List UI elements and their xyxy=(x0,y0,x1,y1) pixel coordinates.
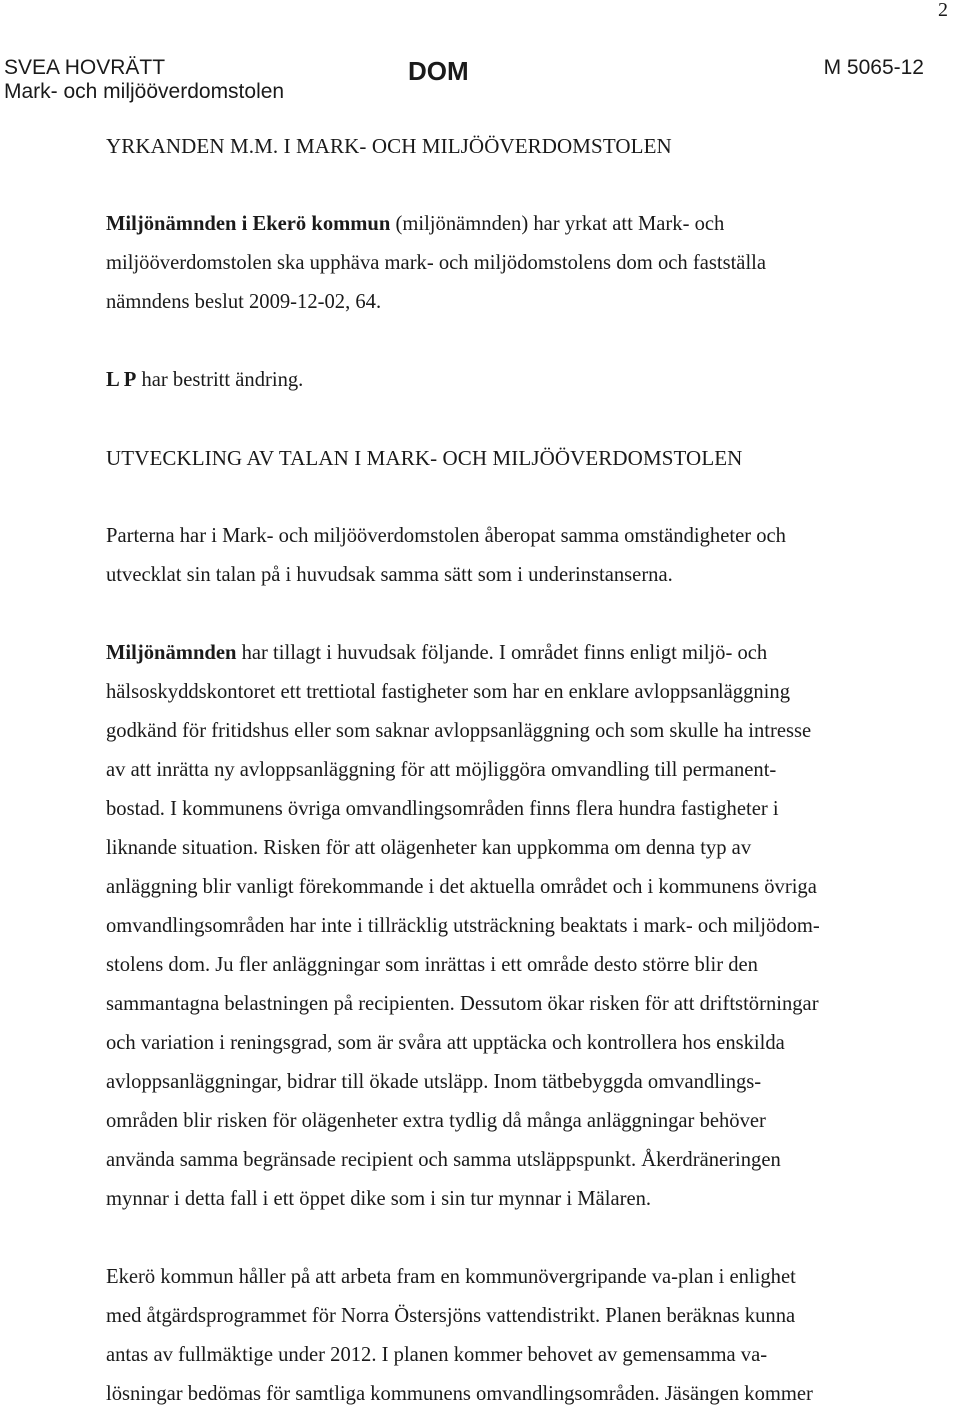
claim-paragraph-opponent xyxy=(106,361,906,400)
page-number: 2 xyxy=(938,0,948,21)
party-name: Miljönämnden i Ekerö kommun xyxy=(106,213,391,235)
text-span: (miljönämnden) har yrkat att Mark- och xyxy=(390,213,725,235)
text-line: sammantagna belastningen på recipienten. Dessutom ökar risken för att driftstörningar xyxy=(106,993,819,1015)
text-line xyxy=(106,205,906,244)
text-line: godkänd för fritidshus eller som saknar avloppsanläggning och som skulle ha intresse xyxy=(106,720,812,742)
text-line: mynnar i detta fall i ett öppet dike som i sin tur mynnar i Mälaren. xyxy=(106,1188,652,1210)
text-line: Parterna har i Mark- och miljööverdomstolen åberopat samma omständigheter och xyxy=(106,525,786,547)
text-line: av att inrätta ny avloppsanläggning för att möjliggöra omvandling till permanent- xyxy=(106,759,777,781)
text-line: liknande situation. Risken för att olägenheter kan uppkomma om denna typ av xyxy=(106,837,752,859)
party-name: L P xyxy=(106,369,137,391)
text-line: utvecklat sin talan på i huvudsak samma sätt som i underinstanserna. xyxy=(106,564,673,586)
municipality-paragraph xyxy=(106,1258,906,1414)
development-heading: UTVECKLING AV TALAN I MARK- OCH MILJÖÖVERDOMSTOLEN xyxy=(106,446,743,470)
text-line: antas av fullmäktige under 2012. I planen kommer behovet av gemensamma va- xyxy=(106,1344,768,1366)
text-line: miljööverdomstolen ska upphäva mark- och miljödomstolens dom och fastställa xyxy=(106,252,767,274)
text-line xyxy=(106,634,906,673)
board-statement-paragraph xyxy=(106,634,906,1219)
text-line: områden blir risken för olägenheter extra tydlig då många anläggningar behöver xyxy=(106,1110,766,1132)
court-name: SVEA HOVRÄTT xyxy=(4,56,166,79)
text-line: nämndens beslut 2009-12-02, 64. xyxy=(106,291,382,313)
claim-paragraph-board xyxy=(106,205,906,322)
text-line: stolens dom. Ju fler anläggningar som inrättas i ett område desto större blir den xyxy=(106,954,758,976)
court-department: Mark- och miljööverdomstolen xyxy=(4,80,285,103)
text-line: Ekerö kommun håller på att arbeta fram en kommunövergripande va-plan i enlighet xyxy=(106,1266,796,1288)
text-line: bostad. I kommunens övriga omvandlingsområden finns flera hundra fastigheter i xyxy=(106,798,779,820)
document-type: DOM xyxy=(408,56,469,86)
text-line: använda samma begränsade recipient och samma utsläppspunkt. Åkerdräneringen xyxy=(106,1149,781,1171)
text-line: lösningar bedömas för samtliga kommunens omvandlingsområden. Jäsängen kommer xyxy=(106,1383,813,1405)
text-line: och variation i reningsgrad, som är svåra att upptäcka och kontrollera hos enskilda xyxy=(106,1032,785,1054)
party-name: Miljönämnden xyxy=(106,642,237,664)
claims-heading: YRKANDEN M.M. I MARK- OCH MILJÖÖVERDOMSTOLEN xyxy=(106,134,672,158)
text-span: har tillagt i huvudsak följande. I området finns enligt miljö- och xyxy=(236,642,768,664)
development-paragraph xyxy=(106,517,906,595)
text-line: omvandlingsområden har inte i tillräcklig utsträckning beaktats i mark- och miljödom- xyxy=(106,915,820,937)
text-line: avloppsanläggningar, bidrar till ökade utsläpp. Inom tätbebyggda omvandlings- xyxy=(106,1071,762,1093)
document-header xyxy=(4,56,924,106)
text-span: har bestritt ändring. xyxy=(136,369,304,391)
text-line: med åtgärdsprogrammet för Norra Östersjöns vattendistrikt. Planen beräknas kunna xyxy=(106,1305,796,1327)
text-line: hälsoskyddskontoret ett trettiotal fastigheter som har en enklare avloppsanläggning xyxy=(106,681,790,703)
case-number: M 5065-12 xyxy=(823,56,924,79)
text-line: anläggning blir vanligt förekommande i det aktuella området och i kommunens övriga xyxy=(106,876,817,898)
text-line xyxy=(106,361,906,400)
